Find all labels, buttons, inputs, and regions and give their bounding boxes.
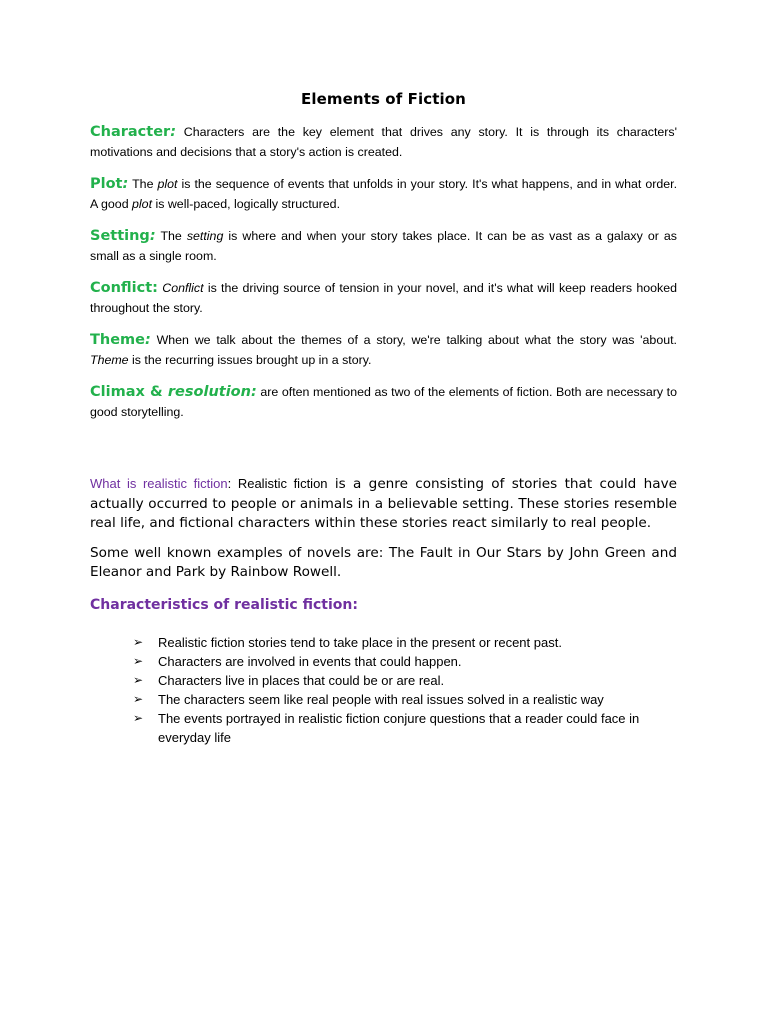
list-item-text: Characters live in places that could be or are real.	[158, 672, 445, 688]
definition-text: The	[128, 177, 158, 191]
realistic-fiction-question: What is realistic fiction	[90, 476, 228, 491]
definition-text: is the driving source of tension in your novel, and it's what will keep readers hooked throughout the story.	[90, 281, 677, 315]
italic-word: Conflict	[162, 281, 204, 295]
definition-climax-resolution	[90, 382, 677, 422]
term-colon: :	[122, 176, 129, 192]
list-item	[133, 690, 677, 709]
list-item-text: The characters seem like real people with real issues solved in a realistic way	[158, 691, 604, 707]
definition-text: The	[155, 229, 187, 243]
italic-word: setting	[186, 229, 224, 243]
term-resolution: resolution:	[167, 384, 257, 400]
definition-text: Characters are the key element that drives any story. It is through its characters' motivations and decisions that a story's action is created.	[90, 125, 677, 159]
question-colon: :	[227, 476, 238, 491]
term-conflict: Conflict	[90, 280, 153, 296]
definition-conflict	[90, 278, 677, 318]
list-item-text: Realistic fiction stories tend to take place in the present or recent past.	[158, 634, 562, 650]
arrow-bullet-icon: ➢	[133, 691, 144, 706]
term-climax: Climax &	[90, 384, 168, 400]
arrow-bullet-icon: ➢	[133, 653, 144, 668]
term-colon: :	[152, 280, 158, 296]
term-colon: :	[145, 332, 151, 348]
realistic-fiction-definition	[90, 474, 677, 534]
document-title: Elements of Fiction	[301, 90, 466, 108]
list-item	[133, 633, 677, 652]
list-item-text: Characters are involved in events that could happen.	[158, 653, 462, 669]
definition-text: is the recurring issues brought up in a story.	[128, 353, 372, 367]
arrow-bullet-icon: ➢	[133, 710, 144, 725]
term-colon: :	[149, 228, 156, 244]
term-setting: Setting	[90, 228, 150, 244]
list-item-text: The events portrayed in realistic fiction conjure questions that a reader could face in everyday life	[158, 710, 640, 745]
term-theme: Theme	[90, 332, 145, 348]
definition-text: is well-paced, logically structured.	[152, 197, 341, 211]
term-colon: :	[170, 124, 177, 140]
definition-plot	[90, 174, 677, 214]
realistic-fiction-text: is a genre consisting of stories that could have actually occurred to people or animals in a believable setting. These stories resemble real life, and fictional characters within these stories react similarly to real people.	[90, 476, 677, 531]
list-item	[133, 709, 677, 747]
arrow-bullet-icon: ➢	[133, 634, 144, 649]
definition-text: is the sequence of events that unfolds in your story. It's what happens, and in what order. A good	[90, 177, 678, 211]
italic-word: Theme	[90, 353, 129, 367]
italic-word: plot	[132, 197, 153, 211]
realistic-fiction-lead: Realistic fiction	[237, 476, 328, 491]
definition-character	[90, 122, 677, 162]
definition-text: are often mentioned as two of the elements of fiction. Both are necessary to good storytelling.	[90, 385, 677, 419]
arrow-bullet-icon: ➢	[133, 672, 144, 687]
definition-theme	[90, 330, 677, 370]
examples-paragraph: Some well known examples of novels are: The Fault in Our Stars by John Green and Eleanor and Park by Rainbow Rowell.	[90, 544, 677, 580]
list-item	[133, 671, 677, 690]
characteristics-heading: Characteristics of realistic fiction:	[90, 596, 358, 613]
list-item	[133, 652, 677, 671]
definition-text: is where and when your story takes place. It can be as vast as a galaxy or as small as a single room.	[90, 229, 677, 263]
characteristics-list	[90, 633, 677, 747]
term-plot: Plot	[90, 176, 123, 192]
document-page	[90, 90, 677, 747]
term-character: Character	[90, 124, 171, 140]
definition-text: When we talk about the themes of a story, we're talking about what the story was 'about.	[150, 333, 677, 347]
italic-word: plot	[157, 177, 178, 191]
definition-setting	[90, 226, 677, 266]
spacer	[90, 434, 677, 474]
